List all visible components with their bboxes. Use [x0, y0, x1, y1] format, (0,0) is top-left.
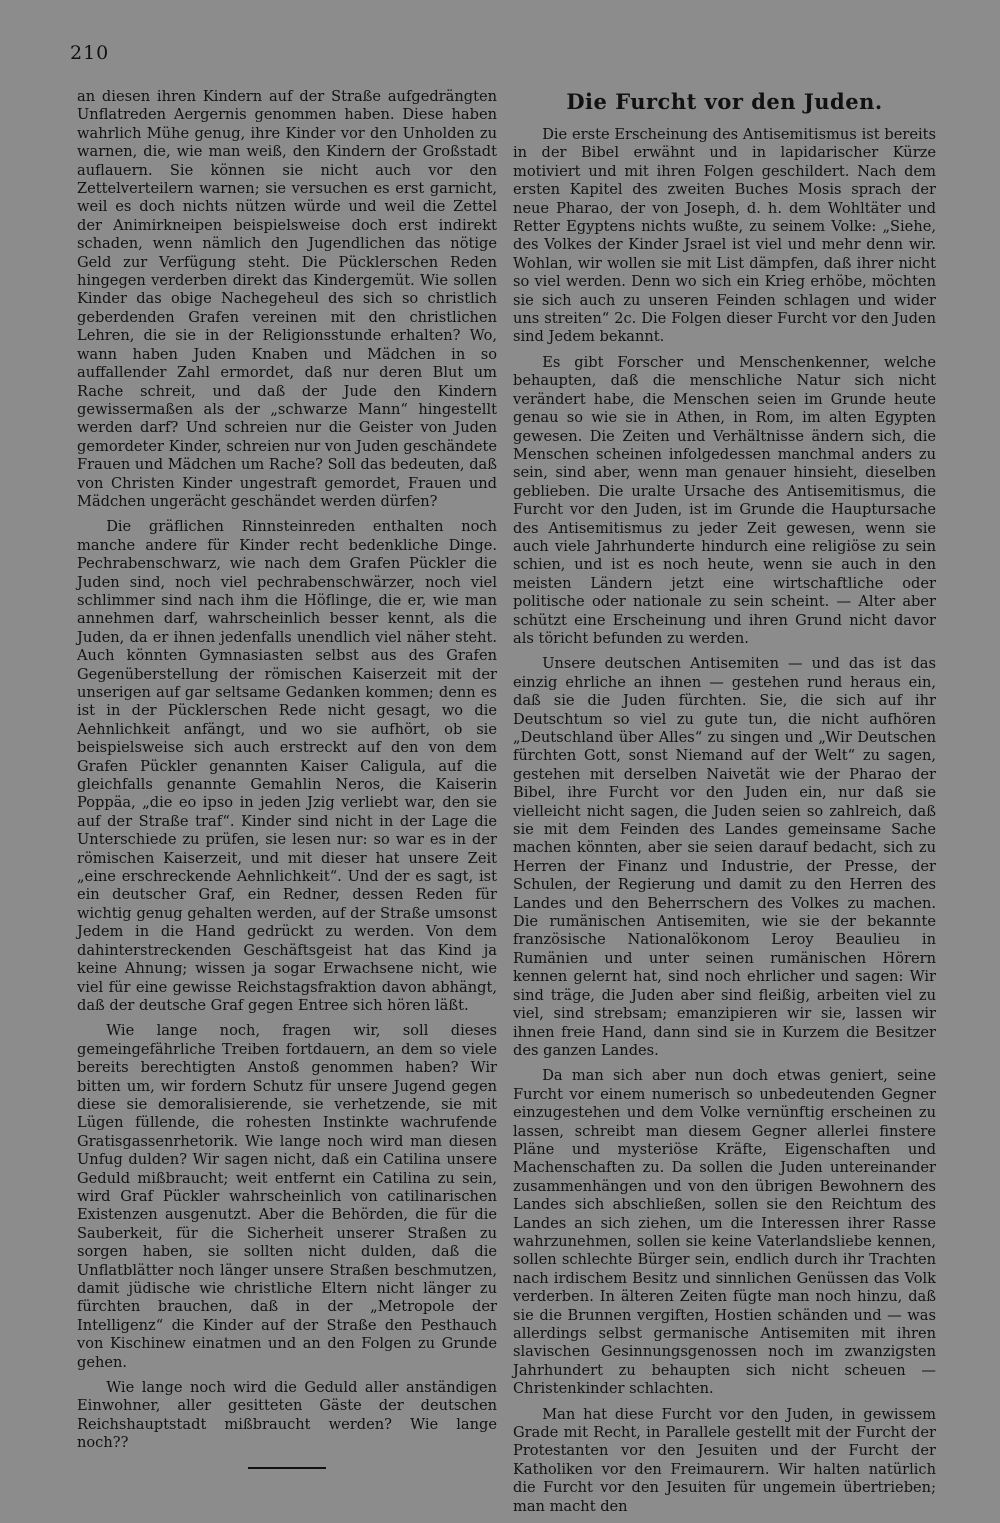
right-column [513, 90, 936, 1523]
right-paragraph-3: Unsere deutschen Antisemiten — und das ist das einzig ehrliche an ihnen — gestehen rund heraus ein, daß sie die Juden fürchten. Sie, die sich auf ihr Deutschtum so viel zu gute tun, die nicht aufhören „Deutschland über Alles“ zu singen und „Wir Deutschen fürchten Gott, sonst Niemand auf der Welt“ zu sagen, gestehen mit derselben Naivetät wie der Pharao der Bibel, ihre Furcht vor den Juden ein, nur daß sie vielleicht nicht sagen, die Juden seien so zahlreich, daß sie mit dem Feinden des Landes gemeinsame Sache machen könnten, aber sie seien darauf bedacht, sich zu Herren der Finanz und Industrie, der Presse, der Schulen, der Regierung und damit zu den Herren des Landes und den Beherrschern des Volkes zu machen. Die rumänischen Antisemiten, wie sie der bekannte französische Nationalökonom Leroy Beaulieu in Rumänien und unter seinen rumänischen Hörern kennen gelernt hat, sind noch ehrlicher und sagen: Wir sind träge, die Juden aber sind fleißig, arbeiten viel zu viel, sind strebsam; emanzipieren wir sie, lassen wir ihnen freie Hand, dann sind sie in Kurzem die Besitzer des ganzen Landes. [513, 655, 936, 1059]
left-column [77, 88, 497, 1469]
right-paragraph-1: Die erste Erscheinung des Antisemitismus ist bereits in der Bibel erwähnt und in lapidarischer Kürze motiviert und mit ihren Folgen geschildert. Nach dem ersten Kapitel des zweiten Buches Mosis sprach der neue Pharao, der von Joseph, d. h. dem Wohltäter und Retter Egyptens nichts wußte, zu seinem Volke: „Siehe, des Volkes der Kinder Jsrael ist viel und mehr denn wir. Wohlan, wir wollen sie mit List dämpfen, daß ihrer nicht so viel werden. Denn wo sich ein Krieg erhöbe, möchten sie sich auch zu unseren Feinden schlagen und wider uns streiten“ 2c. Die Folgen dieser Furcht vor den Juden sind Jedem bekannt. [513, 126, 936, 346]
article-title: Die Furcht vor den Juden. [566, 89, 883, 114]
right-paragraph-4: Da man sich aber nun doch etwas geniert, seine Furcht vor einem numerisch so unbedeutenden Gegner einzugestehen und dem Volke vernünftig erscheinen zu lassen, schreibt man diesem Gegner allerlei finstere Pläne und mysteriöse Kräfte, Eigenschaften und Machenschaften zu. Da sollen die Juden untereinander zusammenhängen und von den übrigen Bewohnern des Landes sich abschließen, sollen sie den Reichtum des Landes an sich ziehen, um die Interessen ihrer Rasse wahrzunehmen, sollen sie keine Vaterlandsliebe kennen, sollen schlechte Bürger sein, endlich durch ihr Trachten nach irdischem Besitz und sinnlichen Genüssen das Volk verderben. In älteren Zeiten fügte man noch hinzu, daß sie die Brunnen vergiften, Hostien schänden und — was allerdings selbst germanische Antisemiten mit ihren slavischen Gesinnungsgenossen noch im zwanzigsten Jahrhundert zu behaupten sich nicht scheuen — Christenkinder schlachten. [513, 1067, 936, 1398]
page-number: 210 [70, 42, 110, 64]
right-paragraph-2: Es gibt Forscher und Menschenkenner, welche behaupten, daß die menschliche Natur sich nicht verändert habe, die Menschen seien im Grunde heute genau so wie sie in Athen, in Rom, im alten Egypten gewesen. Die Zeiten und Verhältnisse ändern sich, die Menschen scheinen infolgedessen manchmal anders zu sein, sind aber, wenn man genauer hinsieht, dieselben geblieben. Die uralte Ursache des Antisemitismus, die Furcht vor den Juden, ist im Grunde die Hauptursache des Antisemitismus zu jeder Zeit gewesen, wenn sie auch viele Jahrhunderte hindurch eine religiöse zu sein schien, und ist es noch heute, wenn sie auch in den meisten Ländern jetzt eine wirtschaftliche oder politische oder nationale zu sein scheint. — Alter aber schützt eine Erscheinung und ihren Grund nicht davor als töricht befunden zu werden. [513, 353, 936, 647]
left-paragraph-4: Wie lange noch wird die Geduld aller anständigen Einwohner, aller gesitteten Gäste der deutschen Reichshauptstadt mißbraucht werden? Wie lange noch?? [77, 1379, 497, 1452]
left-paragraph-3: Wie lange noch, fragen wir, soll dieses gemeingefährliche Treiben fortdauern, an dem so viele bereits berechtigten Anstoß genommen haben? Wir bitten um, wir fordern Schutz für unsere Jugend gegen diese sie demoralisierende, sie verhetzende, sie mit Lügen füllende, die rohesten Instinkte wachrufende Gratisgassenrhetorik. Wie lange noch wird man diesen Unfug dulden? Wir sagen nicht, daß ein Catilina unsere Geduld mißbraucht; weit entfernt ein Catilina zu sein, wird Graf Pückler wahrscheinlich von catilinarischen Existenzen ausgenutzt. Aber die Behörden, die für die Sauberkeit, für die Sicherheit unserer Straßen zu sorgen haben, sie sollten nicht dulden, daß die Unflatblätter noch länger unsere Straßen beschmutzen, damit jüdische wie christliche Eltern nicht länger zu fürchten brauchen, daß in der „Metropole der Intelligenz“ die Kinder auf der Straße den Pesthauch von Kischinew einatmen und an den Folgen zu Grunde gehen. [77, 1022, 497, 1371]
left-paragraph-1: an diesen ihren Kindern auf der Straße aufgedrängten Unflatreden Aergernis genommen haben. Diese haben wahrlich Mühe genug, ihre Kinder vor den Unholden zu warnen, die, wie man weiß, den Kindern der Großstadt auflauern. Sie können sie nicht auch vor den Zettelverteilern warnen; sie versuchen es erst garnicht, weil es doch nichts nützen würde und weil die Zettel der Animirkneipen beispielsweise doch erst indirekt schaden, wenn nämlich den Jugendlichen das nötige Geld zur Verfügung steht. Die Pücklerschen Reden hingegen verderben direkt das Kindergemüt. Wie sollen Kinder das obige Nachegeheul des sich so christlich geberdenden Grafen vereinen mit den christlichen Lehren, die sie in der Religionsstunde erhalten? Wo, wann haben Juden Knaben und Mädchen in so auffallender Zahl ermordet, daß nur deren Blut um Rache schreit, und daß der Jude den Kindern gewissermaßen als der „schwarze Mann“ hingestellt werden darf? Und schreien nur die Geister von Juden gemordeter Kinder, schreien nur von Juden geschändete Frauen und Mädchen um Rache? Soll das bedeuten, daß von Christen Kinder ungestraft gemordet, Frauen und Mädchen ungerächt geschändet werden dürfen? [77, 88, 497, 510]
left-paragraph-2: Die gräflichen Rinnsteinreden enthalten noch manche andere für Kinder recht bedenkliche Dinge. Pechrabenschwarz, wie nach dem Grafen Pückler die Juden sind, noch viel pechrabenschwärzer, noch viel schlimmer sind nach ihm die Höflinge, die er, wie man annehmen darf, wahrscheinlich besser kennt, als die Juden, da er ihnen jedenfalls unendlich viel näher steht. Auch könnten Gymnasiasten selbst aus des Grafen Gegenüberstellung der römischen Kaiserzeit mit der unserigen auf gar seltsame Gedanken kommen; denn es ist in der Pücklerschen Rede nicht gesagt, wo die Aehnlichkeit anfängt, und wo sie aufhört, ob sie beispielsweise sich auch erstreckt auf den von dem Grafen Pückler genannten Kaiser Caligula, auf die gleichfalls genannte Gemahlin Neros, die Kaiserin Poppäa, „die eo ipso in jeden Jzig verliebt war, den sie auf der Straße traf“. Kinder sind nicht in der Lage die Unterschiede zu prüfen, sie lesen nur: so war es in der römischen Kaiserzeit, und mit dieser hat unsere Zeit „eine erschreckende Aehnlichkeit“. Und der es sagt, ist ein deutscher Graf, ein Redner, dessen Reden für wichtig genug gehalten werden, auf der Straße umsonst Jedem in die Hand gedrückt zu werden. Von dem dahinterstreckenden Geschäftsgeist hat das Kind ja keine Ahnung; wissen ja sogar Erwachsene nicht, wie viel für eine gewisse Reichstagsfraktion davon abhängt, daß der deutsche Graf gegen Entree sich hören läßt. [77, 518, 497, 1014]
right-paragraph-5: Man hat diese Furcht vor den Juden, in gewissem Grade mit Recht, in Parallele gestellt mit der Furcht der Protestanten vor den Jesuiten und der Furcht der Katholiken vor den Freimaurern. Wir halten natürlich die Furcht vor den Jesuiten für ungemein übertrieben; man macht den [513, 1405, 936, 1515]
section-divider [248, 1467, 326, 1469]
